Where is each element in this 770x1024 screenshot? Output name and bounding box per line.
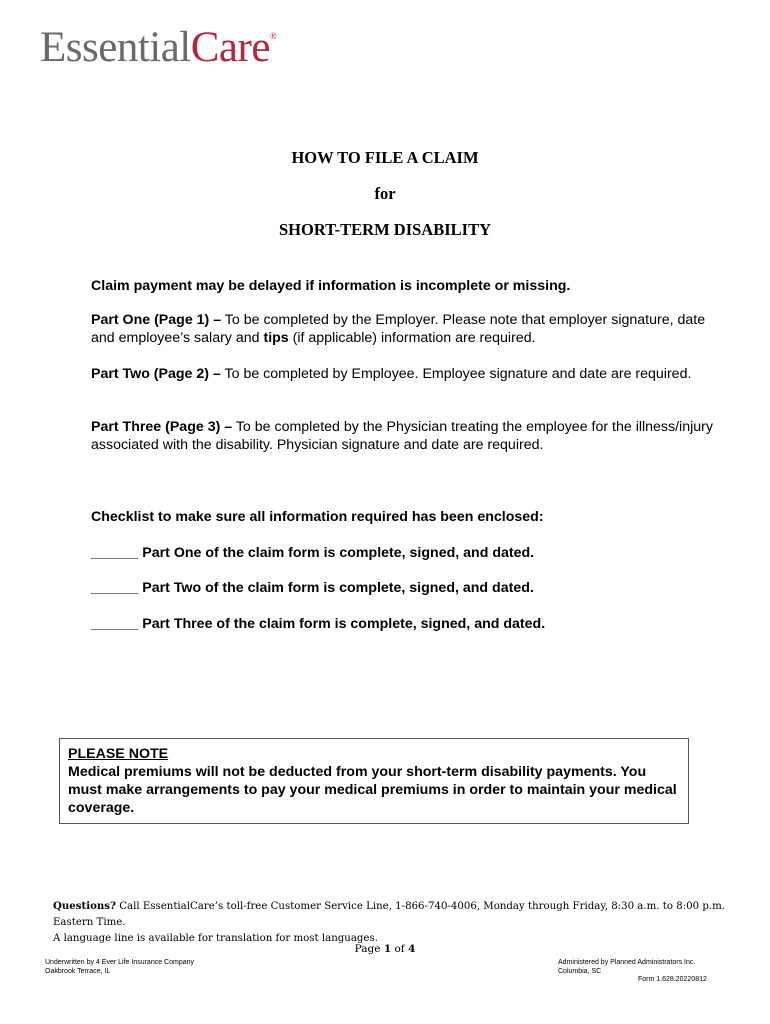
part-three-instructions: Part Three (Page 3) – To be completed by the Physician treating the employee for the illness/injury associated with the disability. Physician signature and date are required. (91, 419, 713, 453)
checklist-item-part-three: ______ Part Three of the claim form is complete, signed, and dated. (91, 616, 546, 632)
checklist-item-part-two: ______ Part Two of the claim form is complete, signed, and dated. (91, 580, 534, 596)
footer-administrator: Administered by Planned Administrators Inc. Columbia, SC (558, 959, 696, 975)
title-line-3: SHORT-TERM DISABILITY (279, 220, 491, 239)
footer-underwriter: Underwritten by 4 Ever Life Insurance Company Oakbrook Terrace, IL (45, 959, 195, 975)
questions-contact: Questions? Call EssentialCare’s toll-free Customer Service Line, 1-866-740-4006, Monday through Friday, 8:30 a.m. to 8:00 p.m. Eastern Time. A language line is available for translation for most languages. (53, 900, 725, 944)
form-number: Form 1.628.20220812 (638, 976, 707, 983)
title-line-2: for (374, 184, 396, 203)
checklist-heading: Checklist to make sure all information required has been enclosed: (91, 509, 544, 525)
please-note-body: Medical premiums will not be deducted from your short-term disability payments. You must make arrangements to pay your medical premiums in order to maintain your medical coverage. (68, 764, 677, 816)
title-line-1: HOW TO FILE A CLAIM (291, 148, 479, 167)
part-two-instructions: Part Two (Page 2) – To be completed by Employee. Employee signature and date are required. (91, 366, 692, 382)
please-note-heading: PLEASE NOTE (68, 746, 169, 762)
essentialcare-logo: EssentialCare® (40, 24, 277, 71)
part-one-instructions: Part One (Page 1) – To be completed by the Employer. Please note that employer signature, date and employee’s salary and tips (if applicable) information are required. (91, 312, 706, 346)
checklist-item-part-one: ______ Part One of the claim form is complete, signed, and dated. (91, 545, 535, 561)
please-note-box (59, 738, 689, 824)
intro-warning: Claim payment may be delayed if information is incomplete or missing. (91, 278, 571, 294)
page-number: Page 1 of 4 (354, 943, 416, 955)
